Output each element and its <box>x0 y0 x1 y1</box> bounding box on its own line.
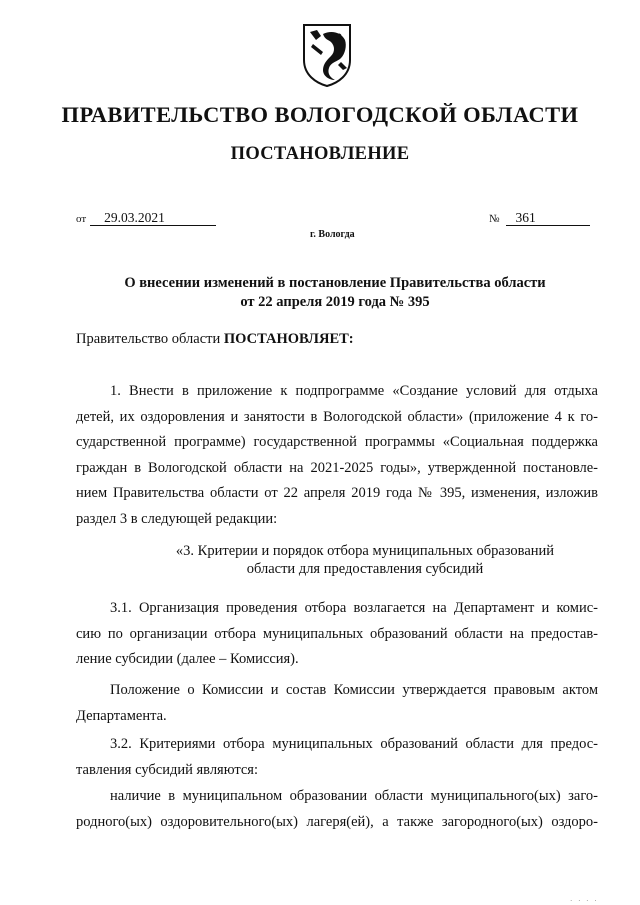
document-type: ПОСТАНОВЛЕНИЕ <box>230 144 410 164</box>
text-line: тавления субсидий являются: <box>76 761 259 778</box>
text-line: Положение о Комиссии и состав Комиссии утверждается правовым актом <box>110 682 598 698</box>
number-block <box>489 210 590 226</box>
text-line: граждан в Вологодской области на 2021-2025 годы», утвержденной постановле- <box>76 459 598 476</box>
vologda-coat-of-arms-icon <box>301 22 353 88</box>
text-line: нием Правительства области от 22 апреля 2019 года № 395, изменения, изложив <box>76 485 598 501</box>
subject-line: от 22 апреля 2019 года № 395 <box>240 294 430 310</box>
paragraph-3-2 <box>76 732 598 783</box>
text-line: 3.1. Организация проведения отбора возлагается на Департамент и комис- <box>110 600 598 616</box>
heading-line: области для предоставления субсидий <box>246 561 484 577</box>
document-date: 29.03.2021 <box>90 210 216 226</box>
date-label: от <box>76 213 87 225</box>
text-line: 3.2. Критериями отбора муниципальных образований области для предос- <box>110 736 598 752</box>
scan-mark: · · · · <box>570 897 599 905</box>
preamble-emphasis: ПОСТАНОВЛЯЕТ: <box>223 331 354 347</box>
paragraph-criteria <box>76 784 598 835</box>
number-label: № <box>489 213 500 225</box>
date-block <box>76 210 216 226</box>
item-1 <box>76 379 598 532</box>
text-line: родного(ых) оздоровительного(ых) лагеря(ей), а также загородного(ых) оздоро- <box>76 813 598 830</box>
text-line: детей, их оздоровления и занятости в Вологодской области» (приложение 4 к го- <box>76 408 598 425</box>
section-3-heading <box>140 542 590 578</box>
document-subject <box>80 274 590 312</box>
text-line: 1. Внести в приложение к подпрограмме «Создание условий для отдыха <box>110 383 598 399</box>
organization-title: ПРАВИТЕЛЬСТВО ВОЛОГОДСКОЙ ОБЛАСТИ <box>61 102 579 127</box>
text-line: раздел 3 в следующей редакции: <box>76 510 278 527</box>
preamble-text: Правительство области <box>76 331 224 347</box>
city: г. Вологда <box>310 229 355 240</box>
paragraph-commission <box>76 678 598 729</box>
text-line: ление субсидии (далее – Комиссия). <box>76 651 299 667</box>
text-line: сию по организации отбора муниципальных образований области на предостав- <box>76 625 598 642</box>
paragraph-3-1 <box>76 596 598 673</box>
text-line: Департамента. <box>76 707 167 724</box>
text-line: наличие в муниципальном образовании области муниципального(ых) заго- <box>110 788 598 804</box>
heading-line: «3. Критерии и порядок отбора муниципальных образований <box>175 543 555 559</box>
document-number: 361 <box>506 210 590 226</box>
text-line: сударственной программе) государственной программы «Социальная поддержка <box>76 434 598 450</box>
subject-line: О внесении изменений в постановление Правительства области <box>124 275 546 291</box>
preamble <box>76 327 598 353</box>
